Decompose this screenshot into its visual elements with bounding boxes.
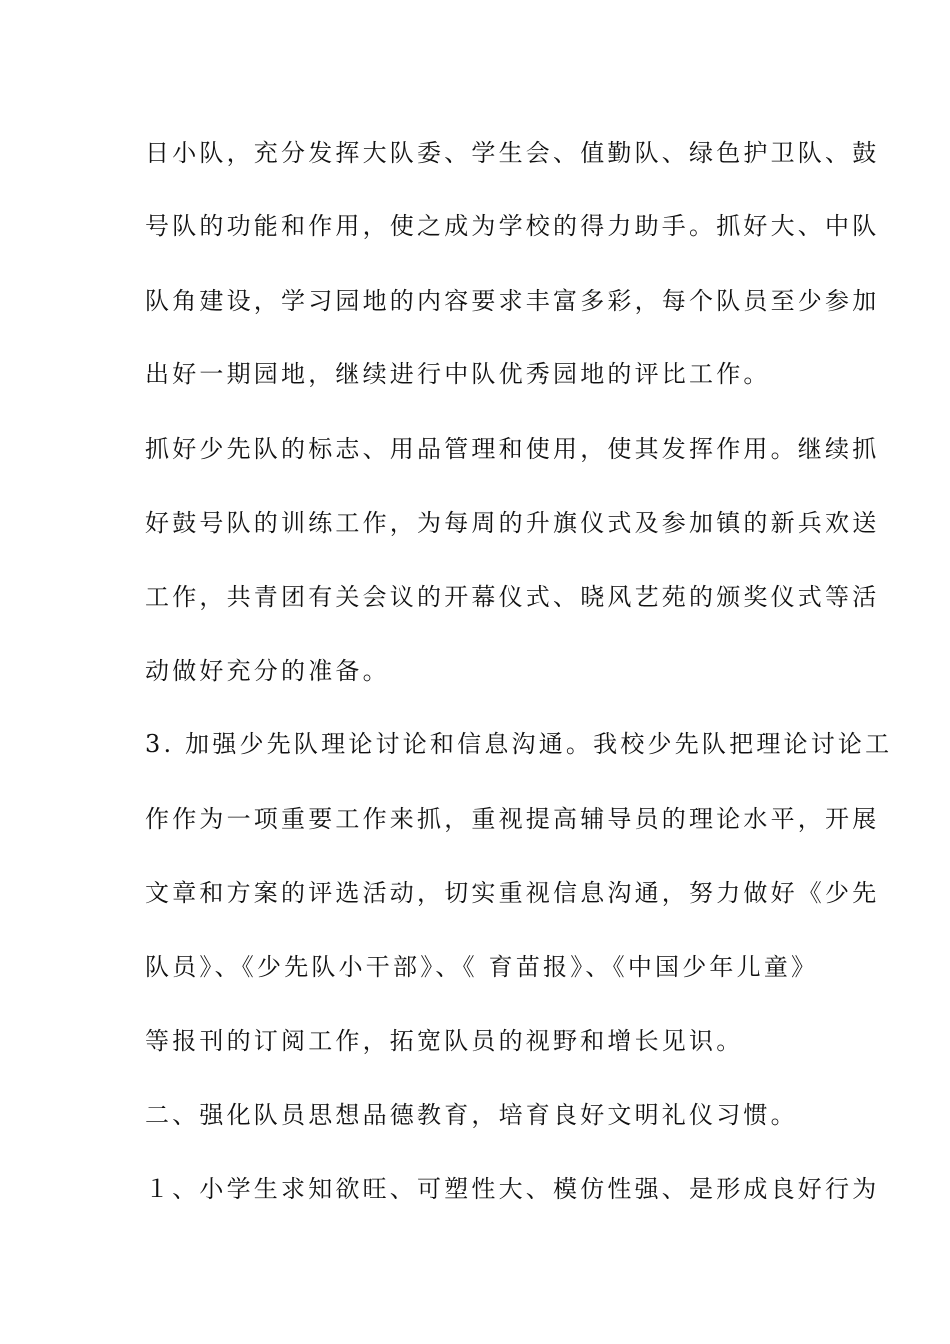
paragraph-line: 抓好少先队的标志、用品管理和使用，使其发挥作用。继续抓 bbox=[145, 435, 880, 463]
paragraph-line: 日小队，充分发挥大队委、学生会、值勤队、绿色护卫队、鼓 bbox=[145, 139, 880, 167]
paragraph-line: 号队的功能和作用，使之成为学校的得力助手。抓好大、中队 bbox=[145, 212, 880, 240]
paragraph-line: 等报刊的订阅工作，拓宽队员的视野和增长见识。 bbox=[145, 1027, 744, 1055]
list-item-1-line: １、小学生求知欲旺、可塑性大、模仿性强、是形成良好行为 bbox=[145, 1175, 880, 1203]
paragraph-line: 队角建设，学习园地的内容要求丰富多彩，每个队员至少参加 bbox=[145, 287, 880, 315]
paragraph-line: 工作，共青团有关会议的开幕仪式、晓风艺苑的颁奖仪式等活 bbox=[145, 583, 880, 611]
paragraph-line: 队员》、《少先队小干部》、《 育苗报》、《中国少年儿童》 bbox=[145, 953, 819, 981]
section-item-3-line: 3. 加强少先队理论讨论和信息沟通。我校少先队把理论讨论工 bbox=[145, 730, 893, 758]
paragraph-line: 文章和方案的评选活动，切实重视信息沟通，努力做好《少先 bbox=[145, 879, 880, 907]
paragraph-line: 出好一期园地，继续进行中队优秀园地的评比工作。 bbox=[145, 360, 771, 388]
paragraph-line: 作作为一项重要工作来抓，重视提高辅导员的理论水平，开展 bbox=[145, 805, 880, 833]
paragraph-line: 动做好充分的准备。 bbox=[145, 657, 390, 685]
section-heading: 二、强化队员思想品德教育，培育良好文明礼仪习惯。 bbox=[145, 1101, 798, 1129]
paragraph-line: 好鼓号队的训练工作，为每周的升旗仪式及参加镇的新兵欢送 bbox=[145, 509, 880, 537]
